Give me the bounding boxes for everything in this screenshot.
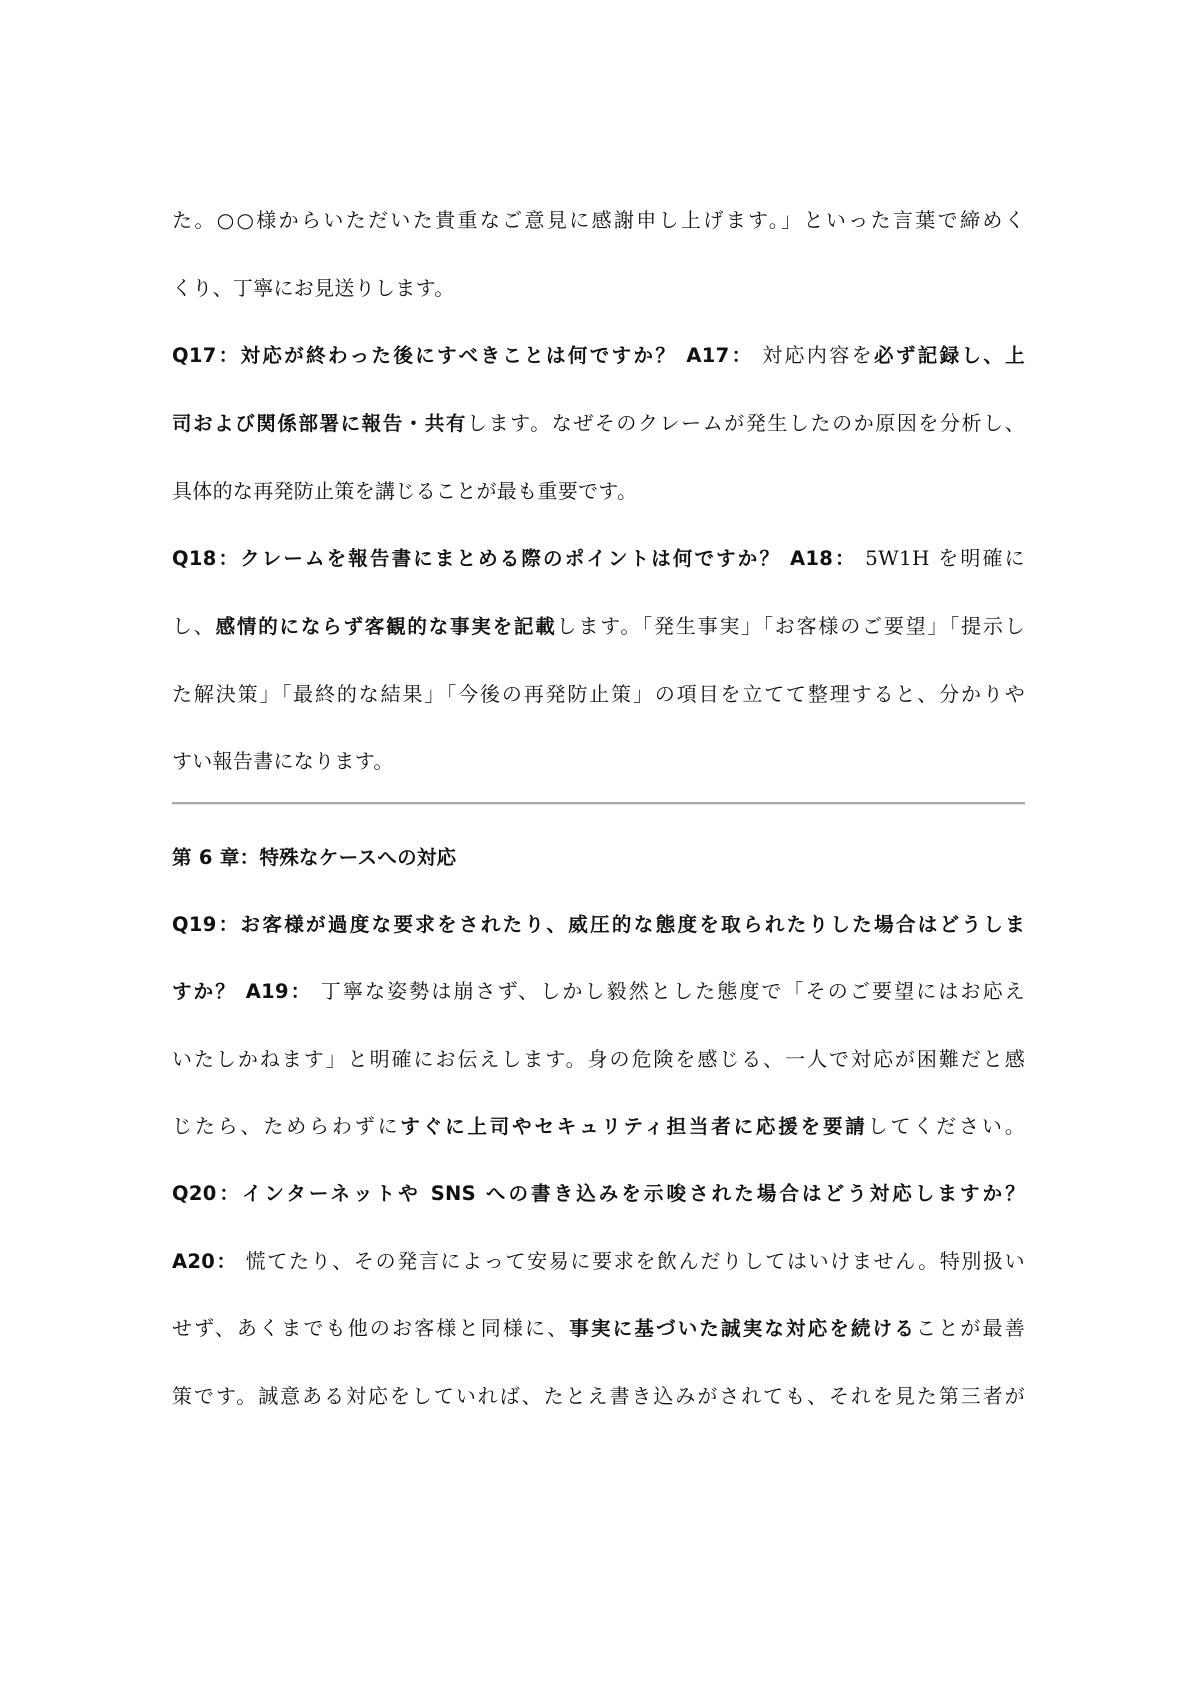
paragraph-line — [172, 409, 1025, 438]
question-line-q20 — [172, 1179, 1025, 1208]
text: せず、あくまでも他のお客様と同様に、 — [172, 1316, 570, 1340]
text: してください。 — [867, 1114, 1026, 1138]
paragraph-line — [172, 274, 1025, 302]
bold-emphasis: 司および関係部署に報告・共有 — [172, 412, 468, 435]
paragraph-line — [172, 1314, 1025, 1343]
text: ことが最善 — [916, 1316, 1025, 1340]
chapter-heading — [172, 843, 1025, 872]
paragraph-line — [172, 1247, 1025, 1276]
text: じたら、ためらわずに — [172, 1114, 401, 1138]
text: いたしかねます」と明確にお伝えします。身の危険を感じる、一人で対応が困難だと感 — [172, 1047, 1025, 1071]
question-label-q20: Q20：インターネットや SNS への書き込みを示唆された場合はどう対応しますか？ — [172, 1182, 1025, 1205]
bold-emphasis: 感情的にならず客観的な事実を記載 — [215, 615, 557, 638]
paragraph-line — [172, 1045, 1025, 1073]
horizontal-divider — [172, 802, 1025, 805]
text: 対応内容を — [753, 343, 874, 367]
text: します。なぜそのクレームが発生したのか原因を分析し、 — [467, 411, 1026, 435]
question-line-q17 — [172, 341, 1025, 370]
text: します。「発生事実」「お客様のご要望」「提示し — [556, 614, 1025, 638]
question-label-q18: Q18：クレームを報告書にまとめる際のポイントは何ですか？ A18： — [172, 547, 857, 570]
question-label-q17: Q17：対応が終わった後にすべきことは何ですか？ A17： — [172, 344, 754, 367]
paragraph-line — [172, 1382, 1025, 1410]
paragraph-line — [172, 477, 1025, 505]
answer-label-a20: A20： — [172, 1250, 238, 1273]
text: た。○○様からいただいた貴重なご意見に感謝申し上げます。」といった言葉で締めく — [172, 208, 1025, 232]
text: くり、丁寧にお見送りします。 — [172, 276, 455, 300]
paragraph-line — [172, 977, 1025, 1006]
text: た解決策」「最終的な結果」「今後の再発防止策」の項目を立てて整理すると、分かりや — [172, 682, 1025, 706]
paragraph-line — [172, 1112, 1025, 1141]
text: 慌てたり、その発言によって安易に要求を飲んだりしてはいけません。特別扱い — [237, 1249, 1025, 1273]
text: 5W1H を明確に — [856, 546, 1025, 570]
paragraph-line — [172, 680, 1025, 708]
bold-emphasis: 必ず記録し、上 — [874, 344, 1025, 367]
answer-label-a19: すか？ A19： — [172, 980, 313, 1003]
bold-emphasis: 事実に基づいた誠実な対応を続ける — [569, 1317, 917, 1340]
text: 策です。誠意ある対応をしていれば、たとえ書き込みがされても、それを見た第三者が — [172, 1384, 1025, 1408]
chapter-title: 第 6 章：特殊なケースへの対応 — [172, 846, 457, 869]
question-line-q18 — [172, 544, 1025, 573]
text: 具体的な再発防止策を講じることが最も重要です。 — [172, 479, 638, 503]
paragraph-line — [172, 747, 1025, 775]
text: し、 — [172, 614, 216, 638]
question-label-q19: Q19：お客様が過度な要求をされたり、威圧的な態度を取られたりした場合はどうしま — [172, 913, 1025, 936]
bold-emphasis: すぐに上司やセキュリティ担当者に応援を要請 — [400, 1115, 868, 1138]
text: 丁寧な姿勢は崩さず、しかし毅然とした態度で「そのご要望にはお応え — [312, 979, 1025, 1003]
paragraph-line — [172, 612, 1025, 641]
question-line-q19 — [172, 910, 1025, 939]
text: すい報告書になります。 — [172, 749, 394, 773]
paragraph-line — [172, 206, 1025, 234]
